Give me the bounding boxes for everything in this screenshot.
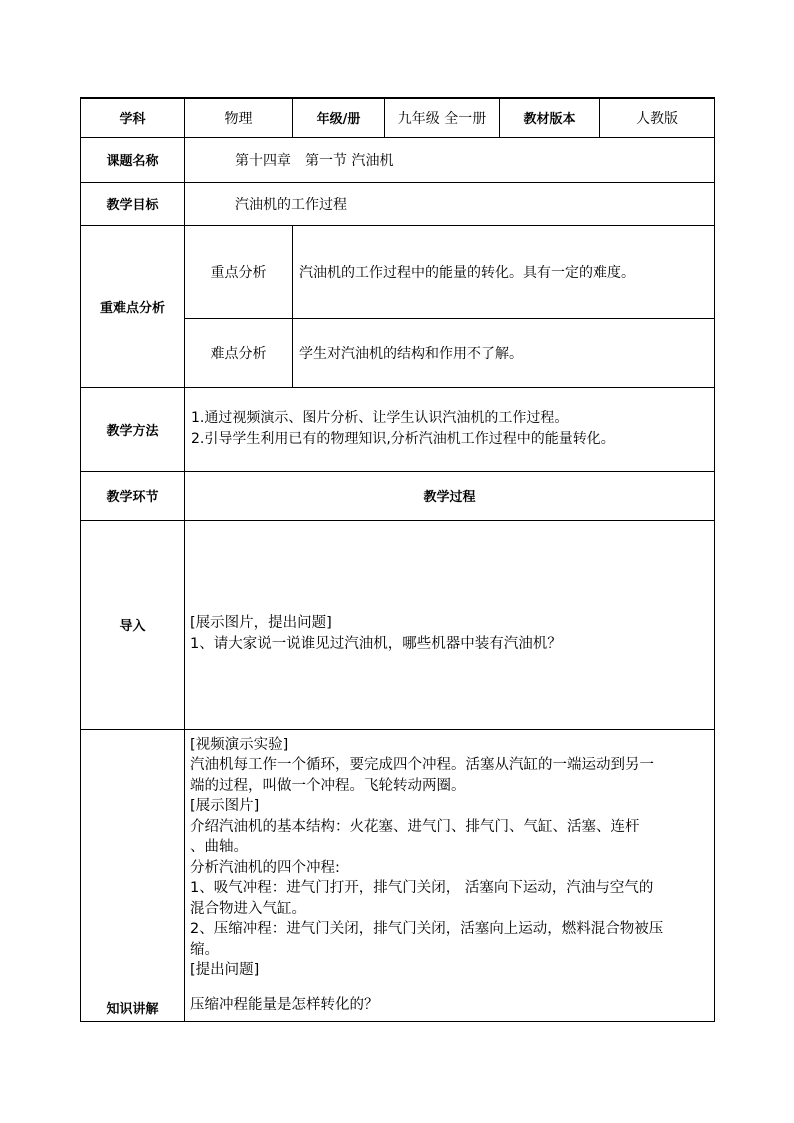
intro-row — [81, 520, 715, 729]
intro-label: 导入 — [81, 520, 185, 729]
method-label: 教学方法 — [81, 387, 185, 471]
knowledge-line: 压缩冲程能量是怎样转化的？ — [190, 996, 379, 1013]
knowledge-content — [185, 729, 715, 1021]
method-line: 1.通过视频演示、图片分析、让学生认识汽油机的工作过程。 — [191, 410, 569, 426]
method-line: 2.引导学生利用已有的物理知识,分析汽油机工作过程中的能量转化。 — [191, 431, 615, 447]
knowledge-label: 知识讲解 — [81, 729, 185, 1021]
goal-row — [81, 182, 715, 225]
grade-value: 九年级 全一册 — [385, 98, 500, 137]
process-header-row — [81, 471, 715, 520]
knowledge-row — [81, 729, 715, 1021]
key-point-value: 汽油机的工作过程中的能量的转化。具有一定的难度。 — [293, 225, 715, 318]
knowledge-line: 汽油机每工作一个循环，要完成四个冲程。活塞从汽缸的一端运动到另一 — [190, 757, 654, 774]
topic-value: 第十四章 第一节 汽油机 — [185, 137, 715, 182]
intro-line: [展示图片，提出问题] — [190, 615, 332, 631]
grade-label: 年级/册 — [293, 98, 385, 137]
knowledge-line: 端的过程，叫做一个冲程。飞轮转动两圈。 — [190, 777, 466, 794]
lesson-plan-table — [80, 97, 715, 1022]
knowledge-line: 1、吸气冲程：进气门打开，排气门关闭， 活塞向下运动，汽油与空气的 — [190, 880, 654, 897]
method-content — [185, 387, 715, 471]
knowledge-line: 缩。 — [190, 941, 219, 958]
goal-value: 汽油机的工作过程 — [185, 182, 715, 225]
subject-value: 物理 — [185, 98, 293, 137]
goal-label: 教学目标 — [81, 182, 185, 225]
topic-label: 课题名称 — [81, 137, 185, 182]
difficult-point-value: 学生对汽油机的结构和作用不了解。 — [293, 318, 715, 387]
knowledge-line: 、曲轴。 — [190, 839, 248, 856]
header-row — [81, 98, 715, 137]
knowledge-line: [视频演示实验] — [190, 736, 289, 753]
difficult-point-label: 难点分析 — [185, 318, 293, 387]
method-row — [81, 387, 715, 471]
topic-row — [81, 137, 715, 182]
key-point-row — [81, 225, 715, 318]
edition-value: 人教版 — [600, 98, 715, 137]
knowledge-line: 2、压缩冲程：进气门关闭，排气门关闭，活塞向上运动，燃料混合物被压 — [190, 921, 664, 938]
knowledge-line: 混合物进入气缸。 — [190, 900, 306, 917]
process-title: 教学过程 — [185, 471, 715, 520]
edition-label: 教材版本 — [500, 98, 600, 137]
knowledge-line: [展示图片] — [190, 798, 260, 815]
knowledge-line: [提出问题] — [190, 962, 260, 979]
subject-label: 学科 — [81, 98, 185, 137]
process-stage-label: 教学环节 — [81, 471, 185, 520]
intro-line: 1、请大家说一说谁见过汽油机，哪些机器中装有汽油机？ — [190, 635, 562, 652]
key-point-label: 重点分析 — [185, 225, 293, 318]
knowledge-spacer — [190, 981, 709, 995]
knowledge-line: 分析汽油机的四个冲程: — [190, 859, 340, 876]
intro-content — [185, 520, 715, 729]
knowledge-line: 介绍汽油机的基本结构：火花塞、进气门、排气门、气缸、活塞、连杆 — [190, 818, 640, 835]
analysis-label: 重难点分析 — [81, 225, 185, 387]
